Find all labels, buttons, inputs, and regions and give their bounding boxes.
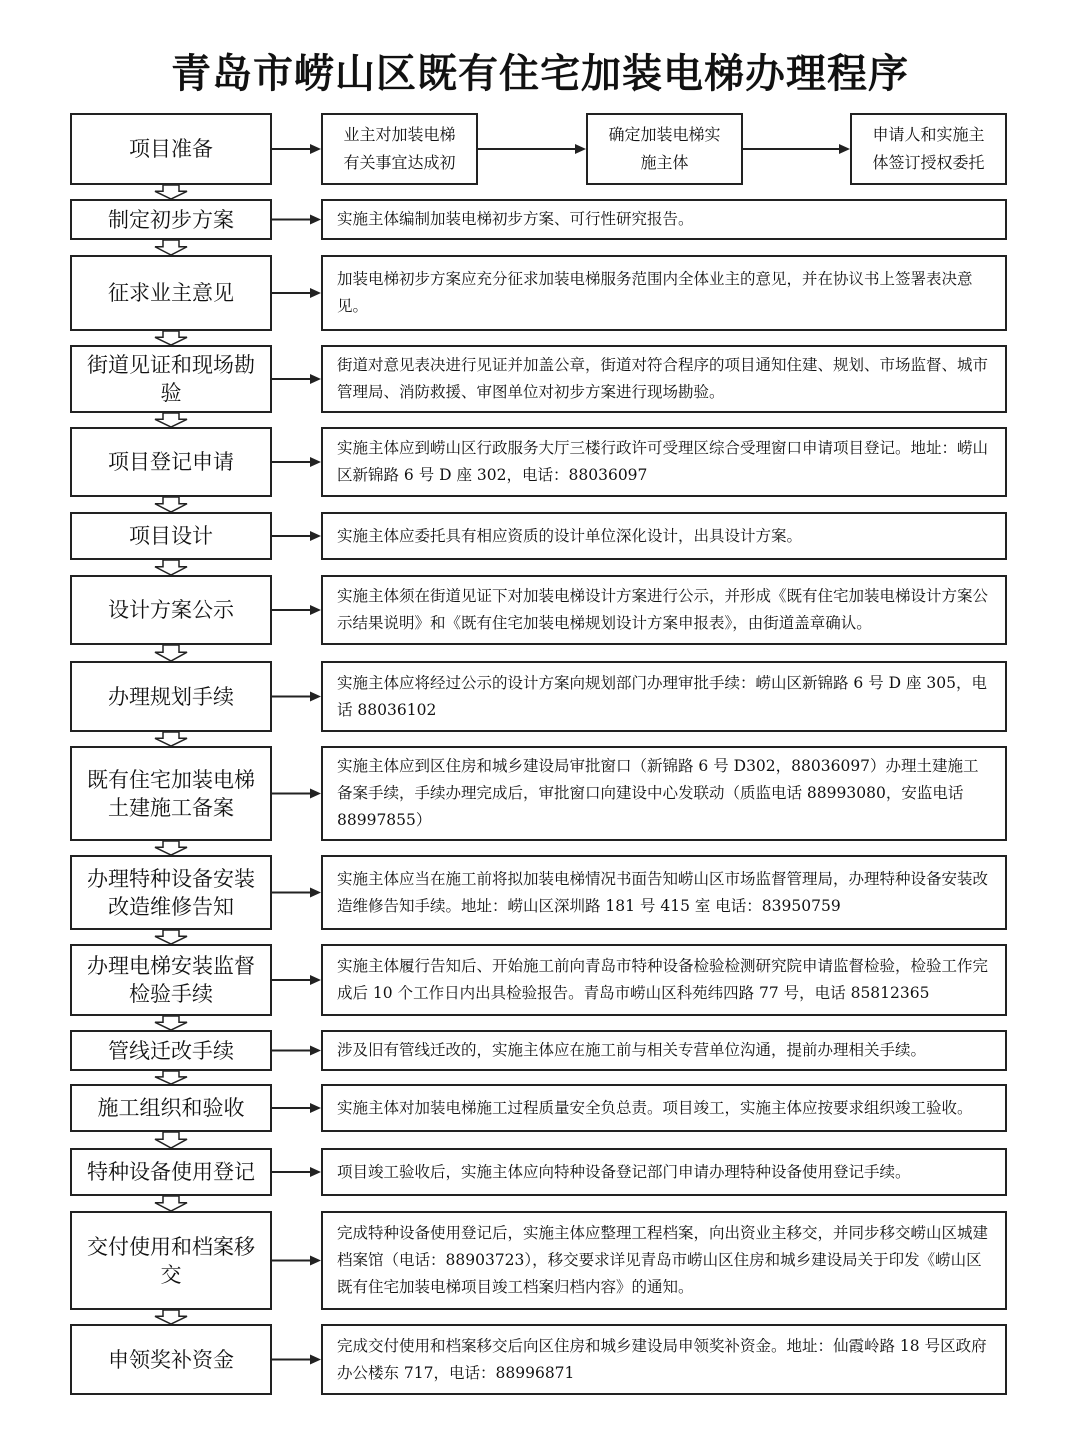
desc-box-2: [321, 199, 1007, 240]
step-label-16: 申领奖补资金: [108, 1347, 234, 1372]
step-label-1: 项目准备: [129, 137, 213, 161]
step-box-7: [70, 575, 272, 645]
down-arrow-2: [155, 240, 187, 255]
down-arrow-12: [155, 1071, 187, 1084]
right-arrow-8: [272, 692, 321, 702]
desc-text-14: 项目竣工验收后，实施主体应向特种设备登记部门申请办理特种设备使用登记手续。: [337, 1162, 911, 1181]
down-arrow-14: [155, 1196, 187, 1211]
desc-text-4: 街道对意见表决进行见证并加盖公章，街道对符合程序的项目通知住建、规划、市场监督、城市管理局、消防救援、审图单位对初步方案进行现场勘验。: [337, 356, 989, 401]
right-arrow-row1-3: [743, 144, 850, 154]
right-arrow-5: [272, 457, 321, 467]
right-arrow-10: [272, 888, 321, 898]
right-arrow-7: [272, 605, 321, 615]
right-arrow-12: [272, 1046, 321, 1056]
step-box-13: [70, 1084, 272, 1132]
step-label-12: 管线迁改手续: [108, 1038, 234, 1063]
step-label-4: 街道见证和现场勘验: [87, 353, 255, 405]
desc-text-9: 实施主体应到区住房和城乡建设局审批窗口（新锦路 6 号 D302，88036097）办理土建施工备案手续，手续办理完成后，审批窗口向建设中心发联动（质监电话 88993080，安监电话 88997855）: [337, 757, 979, 829]
down-arrow-11: [155, 1016, 187, 1030]
down-arrow-9: [155, 841, 187, 855]
step-box-15: [70, 1211, 272, 1310]
desc-text-10: 实施主体应当在施工前将拟加装电梯情况书面告知崂山区市场监督管理局，办理特种设备安装改造维修告知手续。地址：崂山区深圳路 181 号 415 室 电话：83950759: [337, 869, 989, 915]
step-box-5: [70, 427, 272, 497]
desc-box-10: [321, 855, 1007, 930]
desc-box-13: [321, 1084, 1007, 1132]
step-label-5: 项目登记申请: [108, 450, 234, 474]
step-box-10: [70, 855, 272, 930]
right-arrow-row1-1: [272, 144, 321, 154]
desc-box-16: [321, 1324, 1007, 1395]
desc-text-7: 实施主体须在街道见证下对加装电梯设计方案进行公示，并形成《既有住宅加装电梯设计方案公示结果说明》和《既有住宅加装电梯规划设计方案申报表》，由街道盖章确认。: [337, 587, 989, 632]
step-box-2: [70, 199, 272, 240]
page-title: 青岛市崂山区既有住宅加装电梯办理程序: [171, 50, 909, 97]
desc-box-11: [321, 944, 1007, 1016]
right-arrow-14: [272, 1167, 321, 1177]
right-arrow-15: [272, 1256, 321, 1266]
desc-box-12: [321, 1030, 1007, 1071]
desc-text-11: 实施主体履行告知后、开始施工前向青岛市特种设备检验检测研究院申请监督检验，检验工作完成后 10 个工作日内出具检验报告。青岛市崂山区科苑纬四路 77 号，电话 85812365: [337, 957, 989, 1002]
right-arrow-3: [272, 288, 321, 298]
step-box-14: [70, 1148, 272, 1196]
right-arrow-row1-2: [478, 144, 586, 154]
step-box-16: [70, 1324, 272, 1395]
down-arrow-10: [155, 930, 187, 944]
down-arrow-15: [155, 1310, 187, 1324]
step-label-8: 办理规划手续: [108, 684, 234, 709]
substep-box-3: [850, 113, 1007, 185]
down-arrow-8: [155, 732, 187, 746]
desc-box-4: [321, 345, 1007, 413]
desc-text-15: 完成特种设备使用登记后，实施主体应整理工程档案，向出资业主移交，并同步移交崂山区城建档案馆（电话：88903723），移交要求详见青岛市崂山区住房和城乡建设局关于印发《崂山区既有住宅加装电梯项目竣工档案归档内容》的通知。: [337, 1224, 989, 1296]
desc-box-15: [321, 1211, 1007, 1310]
step-box-8: [70, 661, 272, 732]
down-arrow-13: [155, 1132, 187, 1148]
desc-box-8: [321, 661, 1007, 732]
right-arrow-2: [272, 215, 321, 225]
step-box-9: [70, 746, 272, 841]
desc-box-6: [321, 512, 1007, 560]
down-arrow-1: [155, 185, 187, 199]
down-arrow-4: [155, 413, 187, 427]
step-label-14: 特种设备使用登记: [87, 1160, 255, 1184]
desc-box-7: [321, 575, 1007, 645]
step-label-2: 制定初步方案: [108, 207, 234, 232]
desc-text-8: 实施主体应将经过公示的设计方案向规划部门办理审批手续：崂山区新锦路 6 号 D 座 305，电话 88036102: [337, 673, 988, 719]
substep-label-1: 业主对加装电梯有关事宜达成初: [343, 125, 456, 172]
substep-box-1: [321, 113, 478, 185]
step-label-6: 项目设计: [129, 524, 213, 548]
desc-text-16: 完成交付使用和档案移交后向区住房和城乡建设局申领奖补资金。地址：仙霞岭路 18 号区政府办公楼东 717，电话：88996871: [337, 1336, 987, 1382]
step-box-1: [70, 113, 272, 185]
step-label-10: 办理特种设备安装改造维修告知: [87, 866, 255, 919]
desc-text-5: 实施主体应到崂山区行政服务大厅三楼行政许可受理区综合受理窗口申请项目登记。地址：崂山区新锦路 6 号 D 座 302，电话：88036097: [337, 439, 989, 484]
desc-text-12: 涉及旧有管线迁改的，实施主体应在施工前与相关专营单位沟通，提前办理相关手续。: [337, 1041, 927, 1059]
substep-label-2: 确定加装电梯实施主体: [608, 125, 721, 172]
step-box-3: [70, 255, 272, 331]
desc-text-6: 实施主体应委托具有相应资质的设计单位深化设计，出具设计方案。: [337, 526, 803, 545]
down-arrow-7: [155, 645, 187, 661]
right-arrow-11: [272, 975, 321, 985]
right-arrow-6: [272, 531, 321, 541]
right-arrow-16: [272, 1355, 321, 1365]
step-label-3: 征求业主意见: [108, 281, 234, 305]
desc-box-5: [321, 427, 1007, 497]
desc-box-3: [321, 255, 1007, 331]
step-label-9: 既有住宅加装电梯土建施工备案: [87, 767, 255, 820]
right-arrow-13: [272, 1103, 321, 1113]
step-box-12: [70, 1030, 272, 1071]
step-box-6: [70, 512, 272, 560]
step-label-13: 施工组织和验收: [97, 1096, 245, 1120]
desc-text-2: 实施主体编制加装电梯初步方案、可行性研究报告。: [337, 210, 694, 228]
down-arrow-3: [155, 331, 187, 345]
down-arrow-6: [155, 560, 187, 575]
desc-text-13: 实施主体对加装电梯施工过程质量安全负总责。项目竣工，实施主体应按要求组织竣工验收。: [337, 1098, 973, 1117]
step-label-15: 交付使用和档案移交: [87, 1234, 255, 1287]
desc-text-3: 加装电梯初步方案应充分征求加装电梯服务范围内全体业主的意见，并在协议书上签署表决意见。: [337, 270, 973, 315]
substep-label-3: 申请人和实施主体签订授权委托: [872, 125, 985, 172]
step-label-11: 办理电梯安装监督检验手续: [87, 954, 255, 1006]
substep-box-2: [586, 113, 743, 185]
down-arrow-5: [155, 497, 187, 512]
right-arrow-4: [272, 374, 321, 384]
step-box-11: [70, 944, 272, 1016]
step-box-4: [70, 345, 272, 413]
desc-box-9: [321, 746, 1007, 841]
right-arrow-9: [272, 789, 321, 799]
step-label-7: 设计方案公示: [108, 598, 234, 622]
desc-box-14: [321, 1148, 1007, 1196]
